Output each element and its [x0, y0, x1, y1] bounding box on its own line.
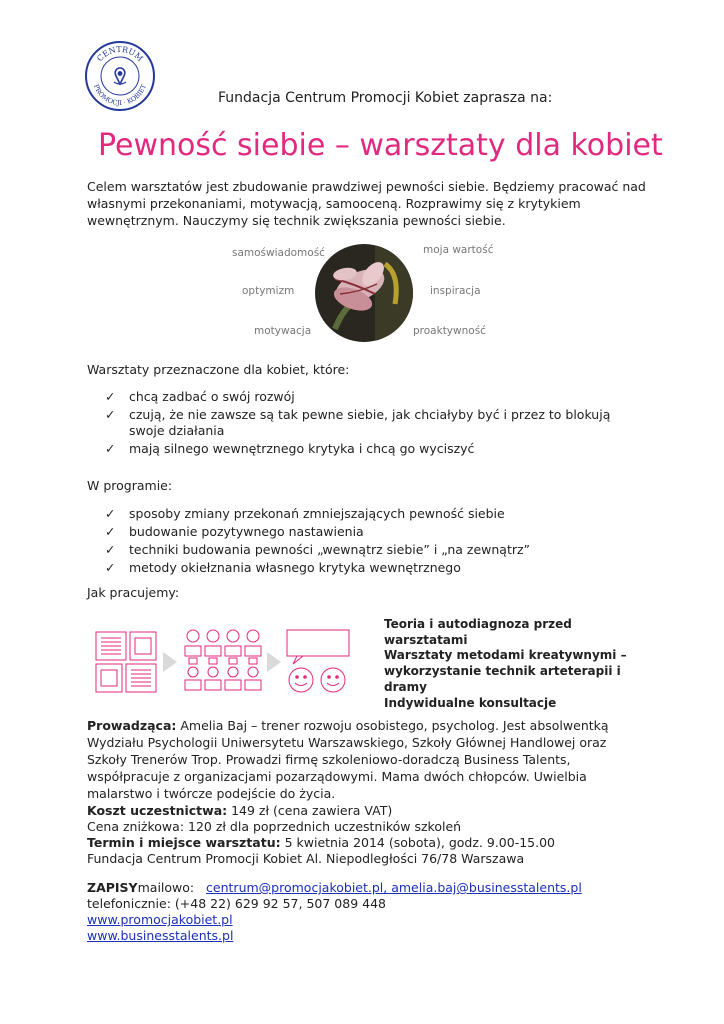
checkmark-icon: ✓	[105, 506, 116, 521]
keyword-proactivity: proaktywność	[413, 325, 486, 337]
method-diagram	[95, 624, 355, 700]
step-theory: Teoria i autodiagnoza przed warsztatami	[384, 617, 572, 647]
phone-numbers: telefonicznie: (+48 22) 629 92 57, 507 089 448	[87, 896, 386, 911]
list-item: ✓ mają silnego wewnętrznego krytyka i chcą go wyciszyć	[105, 441, 475, 456]
step-consultations: Indywidualne konsultacje	[384, 696, 557, 710]
website-link-businesstalents[interactable]: www.businesstalents.pl	[87, 928, 234, 943]
checkmark-icon: ✓	[105, 524, 116, 539]
list-item: ✓ chcą zadbać o swój rozwój	[105, 389, 295, 404]
checkmark-icon: ✓	[105, 407, 116, 422]
arrow-right-icon-2	[267, 652, 281, 672]
checkmark-icon: ✓	[105, 560, 116, 575]
list-item: ✓ sposoby zmiany przekonań zmniejszających pewność siebie	[105, 506, 505, 521]
foundation-logo	[84, 40, 156, 112]
arrow-right-icon	[163, 652, 177, 672]
step-workshops: Warsztaty metodami kreatywnymi – wykorzystanie technik arteterapii i dramy	[384, 648, 627, 694]
checkmark-icon: ✓	[105, 389, 116, 404]
contact-info	[87, 880, 667, 944]
signup-label: ZAPISY	[87, 880, 138, 895]
list-item: ✓ czują, że nie zawsze są tak pewne siebie, jak chciałyby być i przez to blokują swoje działania	[105, 407, 611, 438]
page-title: Pewność siebie – warsztaty dla kobiet	[98, 128, 663, 163]
mail-label: mailowo:	[137, 880, 195, 895]
description-paragraph: Celem warsztatów jest zbudowanie prawdziwej pewności siebie. Będziemy pracować nad własnymi przekonaniami, motywacją, samooceną. Rozprawimy się z krytykiem wewnętrznym. Nauczymy się technik zwiększania pewności siebie.	[87, 179, 646, 228]
keyword-inspiration: inspiracja	[430, 285, 481, 297]
trainer-bio	[87, 717, 647, 802]
date-value: 5 kwietnia 2014 (sobota), godz. 9.00-15.00	[280, 835, 556, 850]
keyword-optimism: optymizm	[242, 285, 295, 297]
keyword-self-worth: moja wartość	[423, 244, 494, 256]
checkmark-icon: ✓	[105, 441, 116, 456]
flower-painting-image	[315, 244, 413, 342]
venue-address: Fundacja Centrum Promocji Kobiet Al. Niepodległości 76/78 Warszawa	[87, 851, 525, 866]
cost-value: 149 zł (cena zawiera VAT)	[227, 803, 393, 818]
trainer-text: Amelia Baj – trener rozwoju osobistego, psycholog. Jest absolwentką Wydziału Psychologii Uniwersytetu Warszawskiego, Szkoły Głównej Handlowej oraz Szkoły Trenerów Trop. Prowadzi firmę szkoleniowo-doradczą Business Talents, współpracuje z organizacjami pozarządowymi. Mama dwóch chłopców. Uwielbia malarstwo i twórcze podejście do życia.	[87, 718, 609, 801]
trainer-label: Prowadząca:	[87, 718, 177, 733]
checkmark-icon: ✓	[105, 542, 116, 557]
program-heading: W programie:	[87, 478, 173, 493]
list-item: ✓ budowanie pozytywnego nastawienia	[105, 524, 364, 539]
intro-line: Fundacja Centrum Promocji Kobiet zaprasza na:	[218, 90, 553, 106]
keyword-self-awareness: samoświadomość	[232, 247, 325, 259]
list-item: ✓ metody okiełznania własnego krytyka wewnętrznego	[105, 560, 461, 575]
cost-info	[87, 803, 667, 867]
discount-price: Cena zniżkowa: 120 zł dla poprzednich uczestników szkoleń	[87, 819, 462, 834]
keyword-motivation: motywacja	[254, 325, 312, 337]
date-label: Termin i miejsce warsztatu:	[87, 835, 281, 850]
logo-text-top: CENTRUM	[95, 44, 145, 64]
method-heading: Jak pracujemy:	[87, 585, 180, 600]
audience-heading: Warsztaty przeznaczone dla kobiet, które:	[87, 362, 350, 377]
program-list	[105, 506, 625, 578]
audience-list	[105, 389, 625, 459]
documents-icon	[96, 632, 156, 692]
group-people-icon	[185, 630, 261, 690]
list-item: ✓ techniki budowania pewności „wewnątrz siebie” i „na zewnątrz”	[105, 542, 531, 557]
website-link-promocjakobiet[interactable]: www.promocjakobiet.pl	[87, 912, 233, 927]
cost-label: Koszt uczestnictwa:	[87, 803, 228, 818]
logo-text-bottom: PROMOCJI · KOBIET	[92, 83, 148, 108]
email-links[interactable]: centrum@promocjakobiet.pl, amelia.baj@businesstalents.pl	[206, 880, 582, 895]
consultation-icon	[287, 630, 349, 692]
